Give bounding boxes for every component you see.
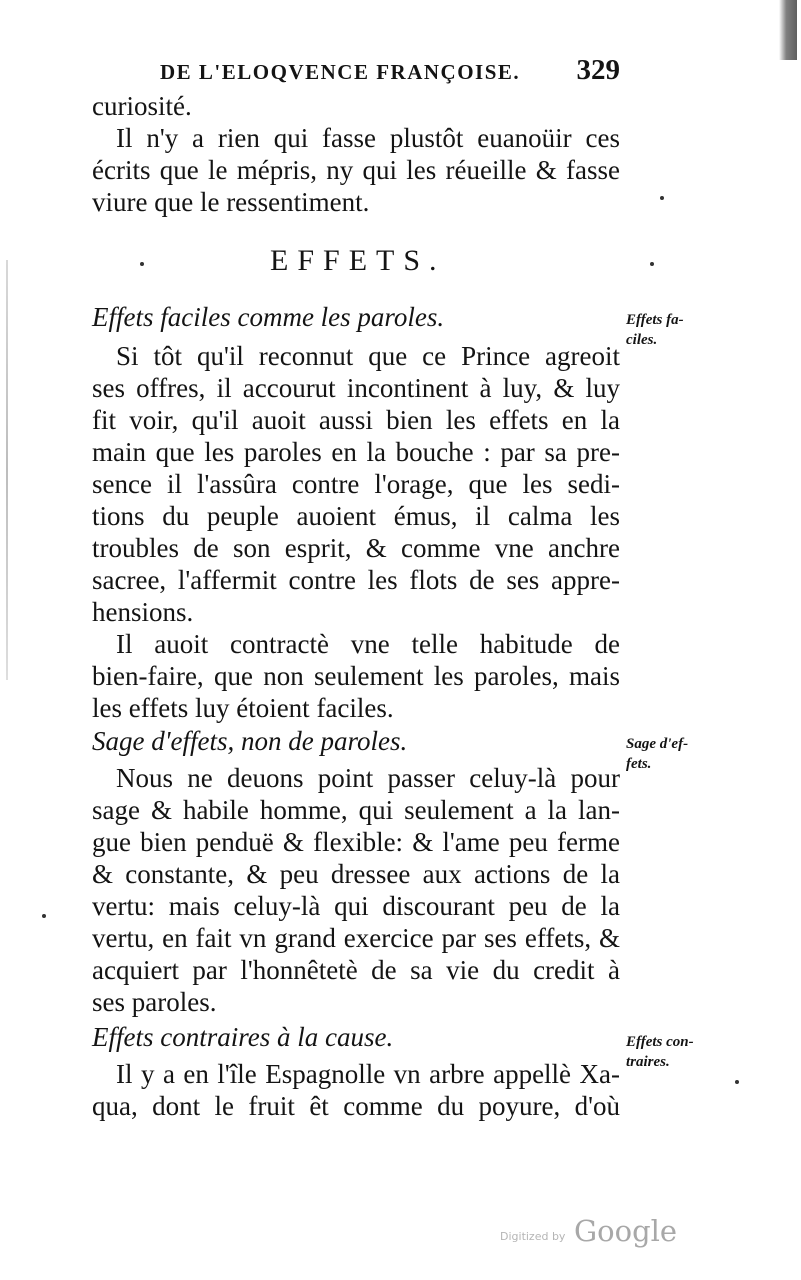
ink-speck	[660, 196, 664, 200]
section-heading: EFFETS.	[270, 244, 446, 277]
margin-note-effets-faciles	[626, 310, 726, 350]
ink-speck	[735, 1080, 739, 1084]
running-head-title: DE L'ELOQVENCE FRANÇOISE.	[160, 60, 521, 84]
text-line: Nous ne deuons point passer celuy-là pour	[116, 763, 620, 793]
text-line: bien-faire, que non seulement les paroles, mais	[92, 661, 620, 691]
ink-speck	[650, 262, 654, 266]
text-line: Il auoit contractè vne telle habitude de	[116, 629, 620, 659]
text-line: ses offres, il accourut incontinent à luy, & luy	[92, 373, 620, 403]
margin-note-line: ciles.	[626, 332, 658, 348]
text-line: vertu, en fait vn grand exercice par ses effets, &	[92, 923, 620, 953]
text-line: main que les paroles en la bouche : par sa pre-	[92, 437, 620, 467]
text-line: hensions.	[92, 597, 194, 627]
text-line: acquiert par l'honnêtetè de sa vie du credit à	[92, 955, 620, 985]
text-line: gue bien penduë & flexible: & l'ame peu ferme	[92, 827, 620, 857]
text-line: sence il l'assûra contre l'orage, que les sedi-	[92, 469, 620, 499]
margin-note-line: Sage d'ef-	[626, 736, 689, 752]
margin-note-sage-effets	[626, 734, 726, 774]
margin-note-effets-contraires	[626, 1032, 726, 1072]
text-line: écrits que le mépris, ny qui les réueille & fasse	[92, 155, 620, 185]
subhead-effets-contraires: Effets contraires à la cause.	[92, 1022, 394, 1052]
scan-edge-shadow	[6, 260, 8, 680]
text-line: sacree, l'affermit contre les flots de ses appre-	[92, 565, 620, 595]
text-line: ses paroles.	[92, 987, 217, 1017]
page-number: 329	[576, 54, 620, 86]
text-line: viure que le ressentiment.	[92, 187, 370, 217]
margin-note-line: fets.	[626, 756, 652, 772]
margin-note-line: Effets con-	[626, 1034, 694, 1050]
text-line: tions du peuple auoient émus, il calma les	[92, 501, 620, 531]
text-line: Si tôt qu'il reconnut que ce Prince agreoit	[116, 341, 620, 371]
text-line: Il n'y a rien qui fasse plustôt euanoüir ces	[116, 123, 620, 153]
text-line: troubles de son esprit, & comme vne anchre	[92, 533, 620, 563]
text-line: vertu: mais celuy-là qui discourant peu de la	[92, 891, 620, 921]
ink-speck	[140, 262, 144, 266]
digitization-watermark	[500, 1214, 678, 1254]
subhead-effets-faciles: Effets faciles comme les paroles.	[92, 302, 445, 332]
text-line: Il y a en l'île Espagnolle vn arbre appellè Xa-	[116, 1059, 620, 1089]
margin-note-line: Effets fa-	[626, 312, 684, 328]
text-line: qua, dont le fruit êt comme du poyure, d'où	[92, 1091, 620, 1121]
text-line: sage & habile homme, qui seulement a la lan-	[92, 795, 620, 825]
running-head	[160, 54, 620, 94]
text-line: fit voir, qu'il auoit aussi bien les effets en la	[92, 405, 620, 435]
ink-speck	[42, 914, 46, 918]
scan-corner-shadow	[779, 0, 797, 60]
subhead-sage-effets: Sage d'effets, non de paroles.	[92, 726, 408, 756]
text-line: & constante, & peu dressee aux actions de la	[92, 859, 620, 889]
text-line: les effets luy étoient faciles.	[92, 693, 394, 723]
google-logo: Google	[574, 1214, 678, 1248]
text-line: curiosité.	[92, 91, 192, 121]
digitized-label: Digitized by	[500, 1230, 566, 1243]
margin-note-line: traires.	[626, 1054, 670, 1070]
